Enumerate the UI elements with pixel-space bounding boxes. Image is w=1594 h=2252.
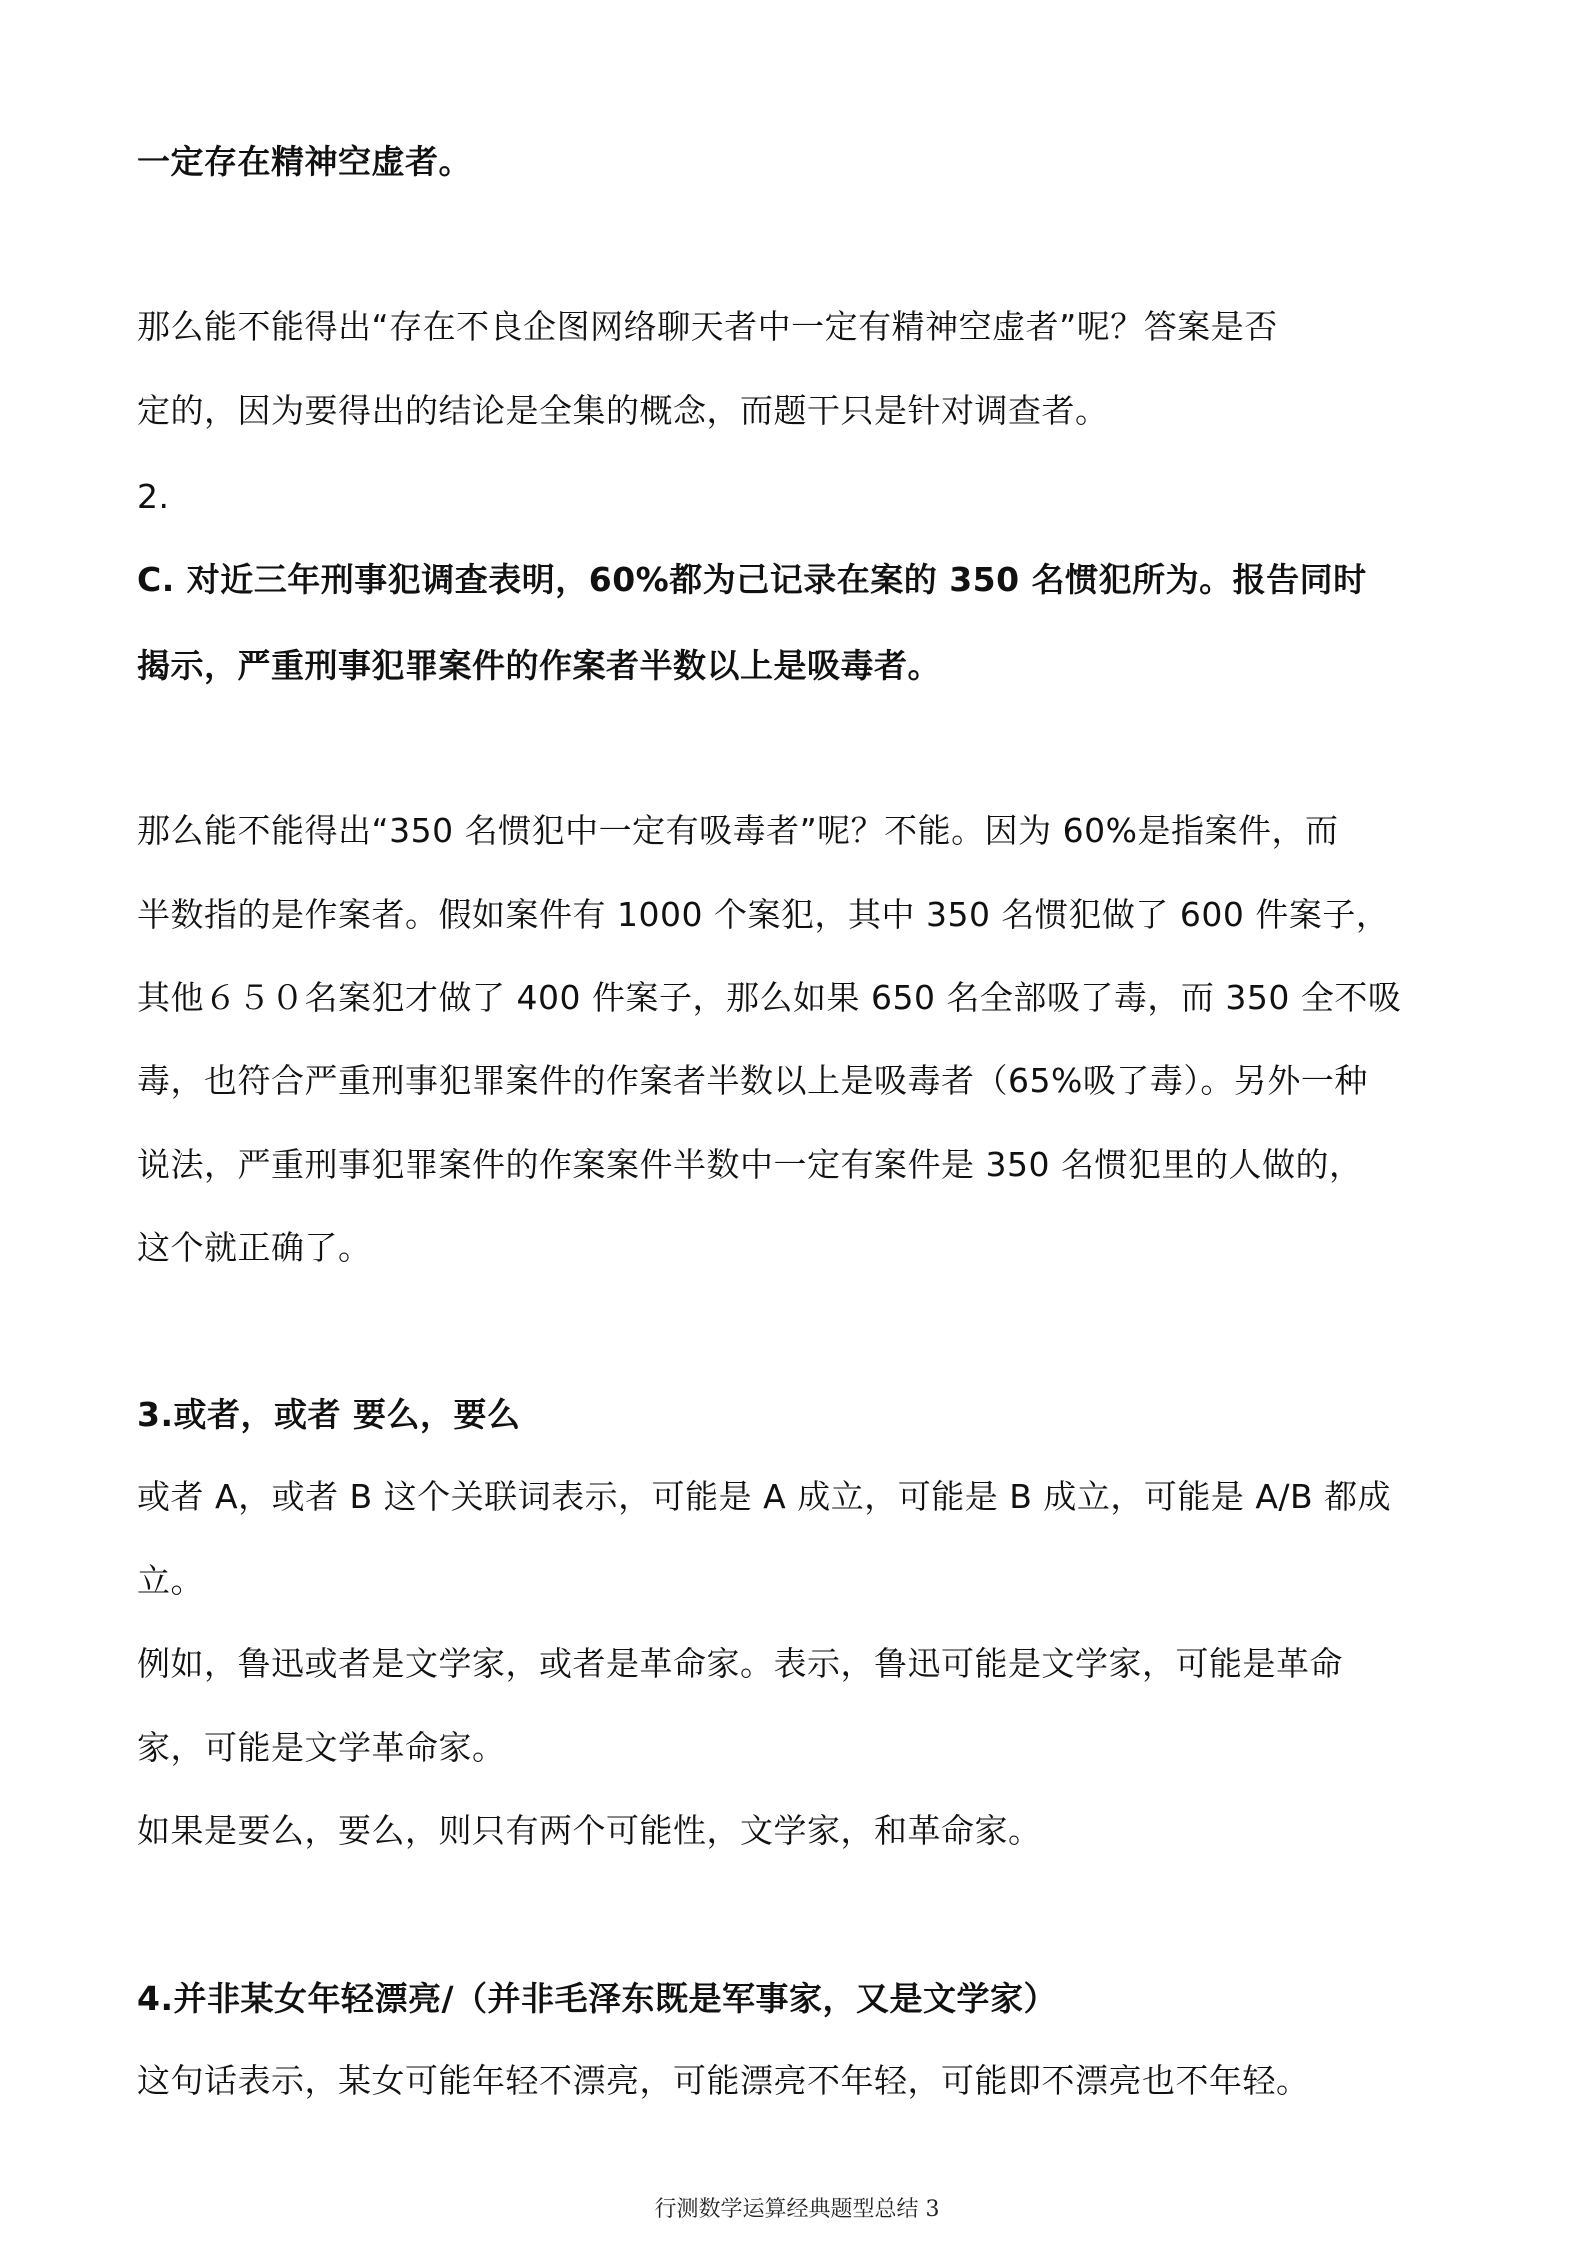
section-heading: 4.并非某女年轻漂亮/（并非毛泽东既是军事家，又是文学家） xyxy=(137,1979,1058,2018)
page-footer: 行测数学运算经典题型总结 3 xyxy=(654,2197,940,2222)
paragraph-line: 例如，鲁迅或者是文学家，或者是革命家。表示，鲁迅可能是文学家，可能是革命 xyxy=(137,1644,1343,1683)
paragraph-line: 其他６５０名案犯才做了 400 件案子，那么如果 650 名全部吸了毒，而 350 全不吸 xyxy=(137,978,1402,1017)
paragraph-line: 一定存在精神空虚者。 xyxy=(137,142,472,181)
section-heading: 3.或者，或者 要么，要么 xyxy=(137,1395,521,1434)
paragraph-line: 定的，因为要得出的结论是全集的概念，而题干只是针对调查者。 xyxy=(137,391,1109,430)
paragraph-line: 这句话表示，某女可能年轻不漂亮，可能漂亮不年轻，可能即不漂亮也不年轻。 xyxy=(137,2061,1310,2100)
paragraph-line: 立。 xyxy=(137,1561,204,1600)
paragraph-line: 如果是要么，要么，则只有两个可能性，文学家，和革命家。 xyxy=(137,1811,1042,1850)
paragraph-line: 半数指的是作案者。假如案件有 1000 个案犯，其中 350 名惯犯做了 600 件案子， xyxy=(137,895,1390,934)
paragraph-line: 那么能不能得出“350 名惯犯中一定有吸毒者”呢？不能。因为 60%是指案件，而 xyxy=(137,811,1339,850)
paragraph-line: 家，可能是文学革命家。 xyxy=(137,1728,506,1767)
paragraph-line: C. 对近三年刑事犯调查表明，60%都为己记录在案的 350 名惯犯所为。报告同时 xyxy=(137,560,1367,599)
paragraph-line: 揭示，严重刑事犯罪案件的作案者半数以上是吸毒者。 xyxy=(137,646,941,685)
paragraph-line: 毒，也符合严重刑事犯罪案件的作案者半数以上是吸毒者（65%吸了毒）。另外一种 xyxy=(137,1061,1368,1100)
item-number: 2. xyxy=(137,477,170,516)
paragraph-line: 那么能不能得出“存在不良企图网络聊天者中一定有精神空虚者”呢？答案是否 xyxy=(137,307,1278,346)
paragraph-line: 或者 A，或者 B 这个关联词表示，可能是 A 成立，可能是 B 成立，可能是 A/B 都成 xyxy=(137,1477,1392,1516)
paragraph-line: 这个就正确了。 xyxy=(137,1228,372,1267)
paragraph-line: 说法，严重刑事犯罪案件的作案案件半数中一定有案件是 350 名惯犯里的人做的， xyxy=(137,1145,1363,1184)
